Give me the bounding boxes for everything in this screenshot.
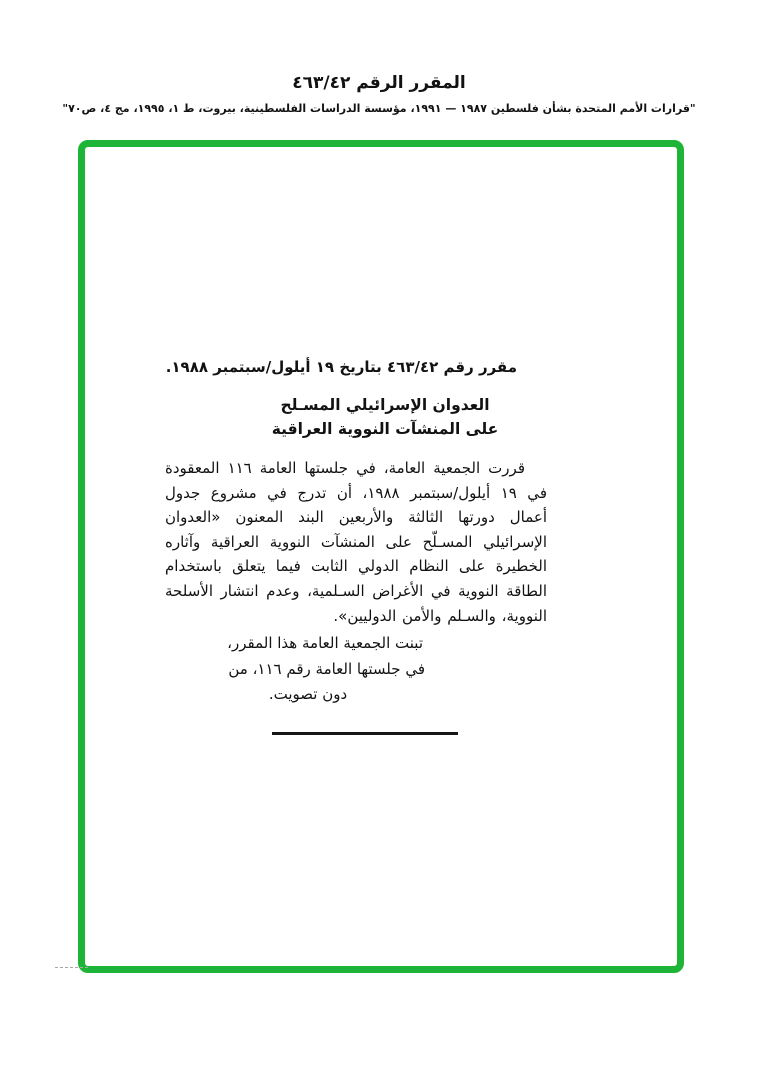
page-header-citation: "قرارات الأمم المتحدة بشأن فلسطين ١٩٨٧ — ١٩٩١، مؤسسة الدراسات الفلسطينية، بيروت، ط ١، ١٩٩٥، مج ٤، ص٧٠" <box>62 102 696 115</box>
decision-closing-line3: دون تصويت. <box>268 685 348 704</box>
highlight-frame <box>78 140 684 973</box>
decision-body: قررت الجمعية العامة، في جلستها العامة ١١٦ المعقودة في ١٩ أيلول/سبتمبر ١٩٨٨، أن تدرج في مشروع جدول أعمال دورتها الثالثة والأربعين البند المعنون «العدوان الإسرائيلي المسـلّح على المنشآت النووية العراقية وآثاره الخطيرة على النظام الدولي الثابت فيما يتعلق باستخدام الطاقة النووية في الأغراض السـلمية، وعدم انتشار الأسلحة النووية، والسـلم والأمن الدوليين». <box>165 459 547 625</box>
decision-closing <box>193 631 423 708</box>
decision-date-line: مقرر رقم ٤٦٣/٤٢ بتاريخ ١٩ أيلول/سبتمبر ١٩٨٨. <box>165 358 517 376</box>
page-edge-mark <box>55 967 88 968</box>
decision-closing-line2: في جلستها العامة رقم ١١٦، من <box>228 659 425 678</box>
page-header <box>0 70 758 118</box>
decision-closing-line1: تبنت الجمعية العامة هذا المقرر، <box>227 634 423 653</box>
decision-title <box>194 393 576 441</box>
decision-title-line1: العدوان الإسرائيلي المسـلح <box>280 396 490 414</box>
page-header-title: المقرر الرقم ٤٦٣/٤٢ <box>292 73 466 93</box>
footnote-divider <box>272 732 458 735</box>
decision-title-line2: على المنشآت النووية العراقية <box>271 420 499 438</box>
